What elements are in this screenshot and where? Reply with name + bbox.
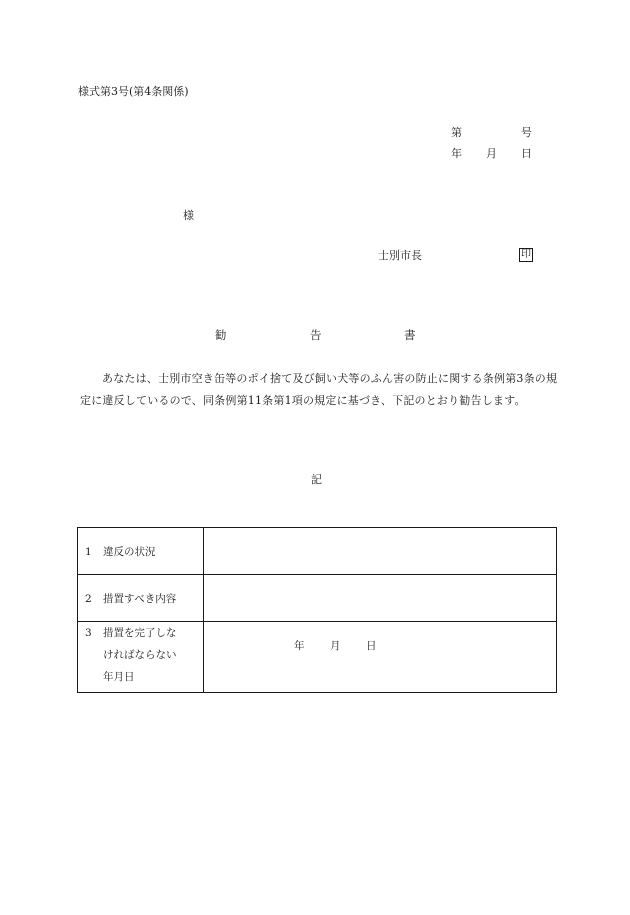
form-number: 様式第3号(第4条関係) [78,85,189,98]
completion-date-label-cell [78,622,204,693]
table-row [78,575,557,622]
required-measures-value [204,575,557,622]
issue-date-year: 年 [451,147,462,160]
row-number: 1 [85,545,92,558]
document-title-char-1: 勧 [215,328,227,342]
issue-date-month: 月 [486,147,497,160]
violation-status-value [204,528,557,575]
seal-mark: 印 [521,249,531,260]
document-title-char-3: 書 [404,328,416,342]
completion-date-label-line-1: 措置を完了しな [103,627,177,639]
recommendation-details-table [77,527,557,693]
row-number: 3 [85,627,92,639]
completion-date-month: 月 [330,640,341,652]
issuer-name: 士別市長 [378,249,422,262]
document-number-prefix: 第 [451,126,462,139]
document-title-char-2: 告 [310,328,322,342]
table-row [78,622,557,693]
violation-status-label-cell [78,528,204,575]
completion-date-label-line-2: ければならない [103,649,177,661]
violation-status-label: 違反の状況 [103,545,156,558]
issue-date-day: 日 [521,147,532,160]
completion-date-label-line-3: 年月日 [103,671,135,683]
required-measures-label: 措置すべき内容 [103,592,177,605]
required-measures-label-cell [78,575,204,622]
table-row [78,528,557,575]
completion-date-year: 年 [294,640,305,652]
record-heading: 記 [311,473,322,486]
completion-date-value [204,622,557,693]
completion-date-day: 日 [366,640,377,652]
addressee-honorific: 様 [183,209,194,222]
row-number: 2 [85,592,92,605]
recommendation-body: あなたは、士別市空き缶等のポイ捨て及び飼い犬等のふん害の防止に関する条例第3条の規定に違反しているので、同条例第11条第1項の規定に基づき、下記のとおり勧告します。 [80,372,558,407]
document-number-suffix: 号 [521,126,532,139]
